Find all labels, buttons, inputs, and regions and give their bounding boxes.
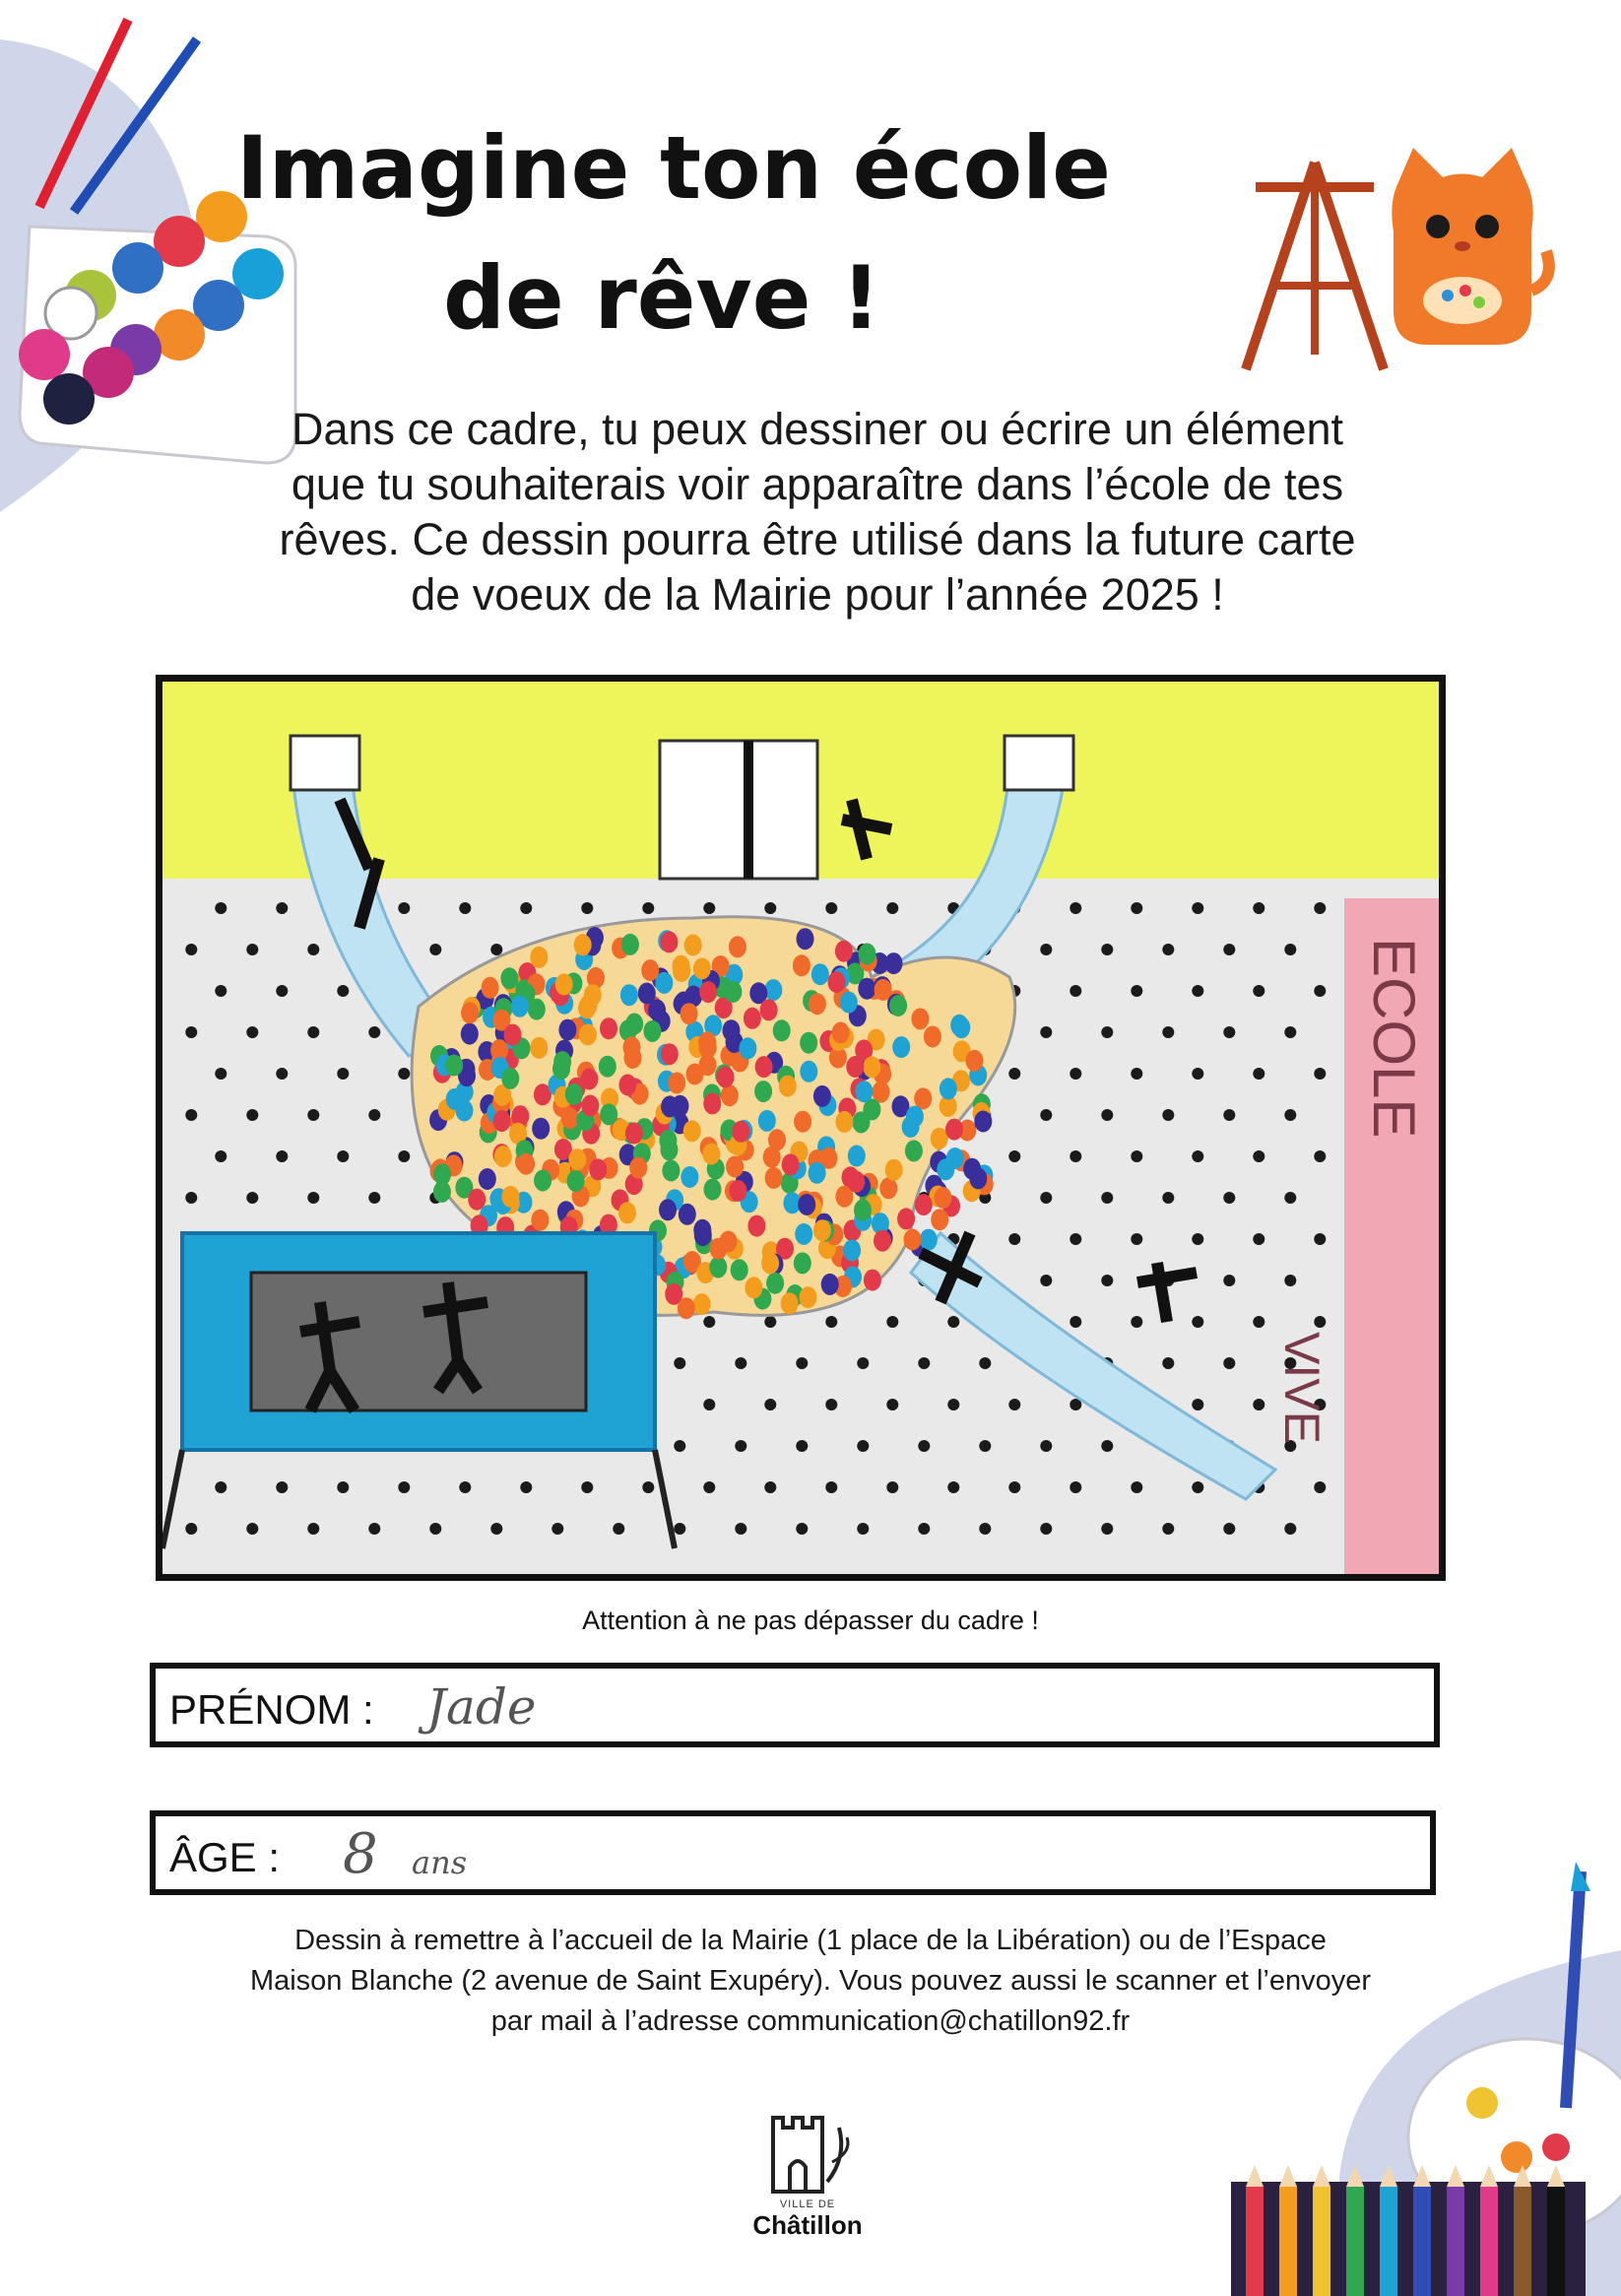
logo-big-text: Châtillon [752, 2210, 863, 2240]
frame-warning: Attention à ne pas dépasser du cadre ! [582, 1606, 1039, 1635]
intro-line: Dans ce cadre, tu peux dessiner ou écrire un élément [291, 404, 1344, 454]
footer-line: par mail à l’adresse communication@chatillon92.fr [490, 2005, 1131, 2037]
logo-small-text: VILLE DE [779, 2198, 836, 2210]
intro-line: de voeux de la Mairie pour l’année 2025 ! [411, 569, 1224, 620]
drawing-sign-text-2: VIVE [1274, 1332, 1329, 1444]
colored-pencils-icon [1231, 2157, 1586, 2296]
age-label: ÂGE : [169, 1834, 281, 1880]
title-line-1: Imagine ton école [236, 117, 1111, 219]
intro-text [158, 402, 1477, 623]
pencils-icon [0, 0, 1, 1]
age-unit: ans [412, 1844, 468, 1881]
castle-logo-icon [748, 2108, 867, 2201]
title-line-2: de rêve ! [443, 247, 881, 349]
prenom-field[interactable] [150, 1663, 1440, 1747]
intro-line: rêves. Ce dessin pourra être utilisé dans la future carte [279, 514, 1356, 564]
chatillon-logo [748, 2108, 867, 2256]
prenom-value: Jade [426, 1678, 537, 1736]
childrens-drawing [162, 682, 1439, 1574]
footer-line: Dessin à remettre à l’accueil de la Mairie (1 place de la Libération) ou de l’Espace [294, 1925, 1327, 1956]
intro-line: que tu souhaiterais voir apparaître dans l’école de tes [291, 459, 1344, 509]
drawing-frame [156, 675, 1446, 1581]
prenom-label: PRÉNOM : [169, 1686, 374, 1733]
page-title [236, 103, 1201, 363]
drawing-sign-text: ECOLE [1361, 938, 1427, 1139]
age-value: 8 [343, 1822, 378, 1886]
footer-line: Maison Blanche (2 avenue de Saint Exupéry). Vous pouvez aussi le scanner et l’envoyer [249, 1965, 1372, 1997]
cat-painter-icon [1369, 143, 1556, 360]
